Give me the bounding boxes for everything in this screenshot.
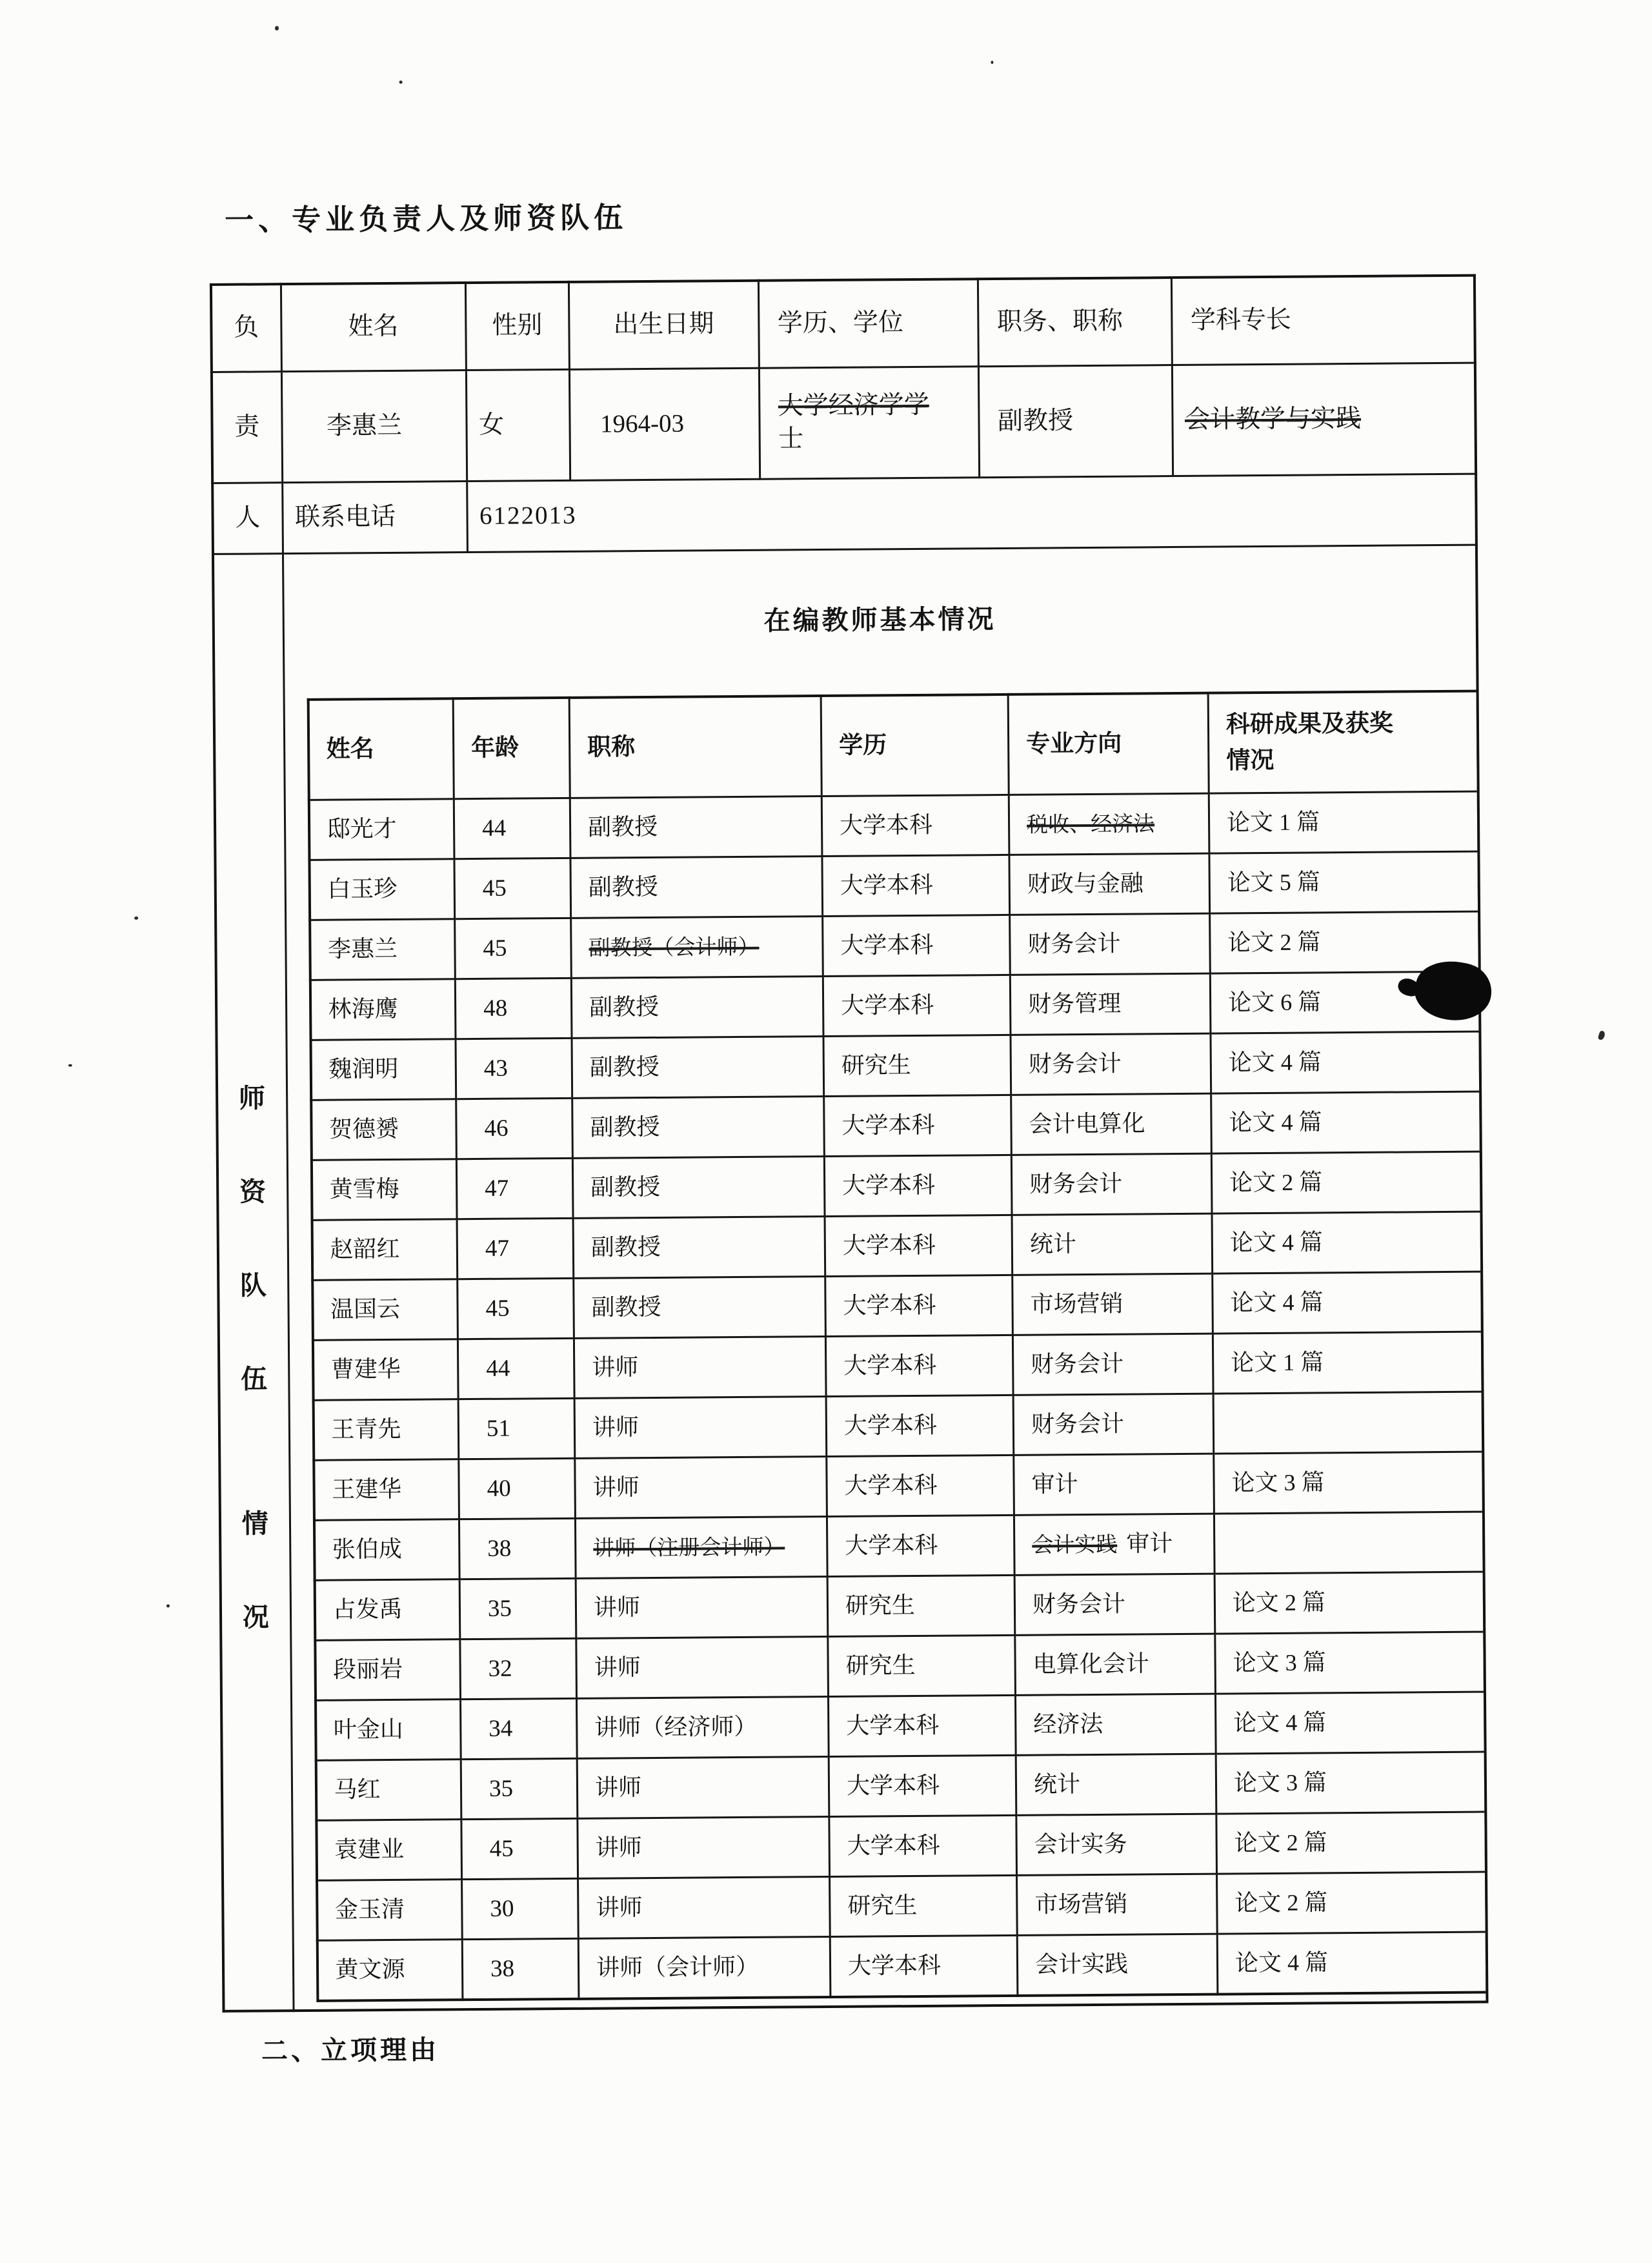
- section-2-title: 二、立项理由: [261, 2035, 440, 2066]
- teacher-age: 47: [457, 1218, 574, 1279]
- side-label-char: 队: [239, 1270, 267, 1301]
- teacher-title: 讲师: [577, 1756, 829, 1818]
- title-struck-text: 讲师（注册会计师）: [593, 1536, 785, 1561]
- teacher-research: 论文 4 篇: [1211, 1091, 1481, 1153]
- table-row: [311, 1152, 1481, 1220]
- header-name: 姓名: [281, 283, 466, 371]
- teacher-direction: 会计电算化: [1011, 1093, 1212, 1155]
- teacher-direction: 统计: [1016, 1754, 1216, 1815]
- teacher-research: 论文 2 篇: [1216, 1812, 1486, 1874]
- teacher-education: 大学本科: [822, 855, 1010, 916]
- teacher-name: 王建华: [314, 1459, 459, 1520]
- teacher-research: 论文 2 篇: [1214, 1572, 1484, 1634]
- teacher-title: 讲师（会计师）: [578, 1936, 831, 1998]
- scan-speck: [134, 917, 138, 920]
- teacher-age: 38: [462, 1938, 579, 2000]
- row-label-char: 责: [212, 371, 282, 483]
- teacher-title: 副教授: [574, 1276, 826, 1338]
- teacher-education: 研究生: [827, 1575, 1015, 1636]
- teacher-direction: 财务会计: [1010, 913, 1211, 975]
- teacher-research: 论文 3 篇: [1216, 1752, 1486, 1814]
- side-label-char: 况: [242, 1602, 269, 1632]
- degree-struck-text: 大学经济学学: [778, 391, 929, 420]
- direction-struck-text: 税收、经济法: [1026, 813, 1155, 837]
- teacher-research: 论文 3 篇: [1214, 1452, 1484, 1514]
- teacher-education: 大学本科: [825, 1335, 1013, 1396]
- side-label-char: 资: [239, 1177, 267, 1207]
- teacher-research: 论文 5 篇: [1209, 851, 1479, 913]
- teacher-research: 论文 1 篇: [1209, 791, 1478, 853]
- teacher-title: 讲师: [576, 1636, 829, 1698]
- row-label-char: 负: [211, 284, 281, 372]
- teacher-age: 46: [456, 1098, 573, 1159]
- teacher-direction: [1009, 793, 1209, 855]
- staff-header-row: [308, 691, 1478, 800]
- teacher-research: 论文 4 篇: [1215, 1692, 1485, 1754]
- table-row: [314, 1572, 1484, 1640]
- teacher-name: 贺德赟: [311, 1099, 457, 1161]
- teacher-education: 大学本科: [825, 1215, 1012, 1276]
- header-gender: 性别: [465, 282, 569, 370]
- table-row: [316, 1812, 1486, 1880]
- staff-section-row: [213, 545, 1487, 2011]
- teacher-age: 47: [456, 1158, 573, 1219]
- teacher-research: 论文 4 篇: [1212, 1212, 1482, 1274]
- teacher-education: 大学本科: [823, 915, 1011, 976]
- teacher-direction: 财务会计: [1014, 1574, 1215, 1635]
- teacher-research: 论文 6 篇: [1210, 971, 1480, 1033]
- scan-speck: [1598, 1030, 1606, 1040]
- leader-specialty: [1172, 363, 1476, 476]
- teacher-direction: 会计实践: [1017, 1934, 1218, 1996]
- staff-header-age: 年龄: [453, 698, 570, 799]
- teacher-education: 大学本科: [821, 795, 1009, 856]
- teacher-title: 副教授: [571, 976, 823, 1038]
- teacher-education: 大学本科: [826, 1395, 1014, 1456]
- teacher-title: 讲师: [578, 1816, 830, 1878]
- leader-name: 李惠兰: [281, 370, 467, 482]
- teacher-direction: 经济法: [1015, 1694, 1216, 1755]
- teacher-research: [1214, 1512, 1484, 1574]
- teacher-education: 大学本科: [829, 1815, 1017, 1876]
- table-row: [310, 911, 1480, 980]
- table-row: [308, 791, 1478, 860]
- teacher-age: 45: [455, 918, 572, 979]
- header-degree: 学历、学位: [758, 279, 978, 367]
- teacher-title: [571, 916, 823, 978]
- teacher-title: 副教授: [572, 1156, 825, 1218]
- teacher-age: 35: [459, 1578, 576, 1639]
- teacher-name: 占发禹: [314, 1579, 460, 1640]
- teacher-name: 魏润明: [310, 1039, 456, 1101]
- table-row: [312, 1272, 1482, 1340]
- teacher-direction: 市场营销: [1017, 1874, 1218, 1935]
- teacher-education: 大学本科: [830, 1935, 1018, 1997]
- table-row: [312, 1212, 1482, 1280]
- teacher-title: 副教授: [570, 856, 823, 918]
- title-struck-text: 副教授（会计师）: [589, 935, 760, 960]
- teacher-education: 大学本科: [827, 1515, 1014, 1576]
- teacher-name: 马红: [316, 1759, 461, 1820]
- teacher-title: 讲师: [576, 1576, 828, 1638]
- direction-struck-text: 会计实践: [1032, 1533, 1118, 1558]
- staff-side-label-stack: [215, 555, 289, 1635]
- teacher-name: 袁建业: [316, 1819, 462, 1880]
- teacher-education: 大学本科: [829, 1755, 1016, 1816]
- staff-table: [307, 689, 1487, 2002]
- table-row: [317, 1932, 1487, 2001]
- table-row: [309, 851, 1479, 920]
- teacher-name: 白玉珍: [309, 859, 455, 920]
- teacher-education: 大学本科: [825, 1275, 1013, 1336]
- teacher-name: 邸光才: [308, 799, 454, 860]
- teacher-research: 论文 4 篇: [1217, 1932, 1487, 1994]
- leader-header-row: [211, 276, 1475, 372]
- scan-speck: [166, 1604, 170, 1607]
- section-1-title: 一、专业负责人及师资队伍: [225, 201, 628, 237]
- teacher-education: 大学本科: [823, 975, 1011, 1036]
- teacher-research: 论文 4 篇: [1213, 1272, 1482, 1334]
- teacher-title: 讲师: [574, 1396, 827, 1458]
- teacher-education: 大学本科: [827, 1455, 1014, 1516]
- table-row: [315, 1632, 1485, 1700]
- leader-data-row: [212, 363, 1476, 483]
- staff-table-title: 在编教师基本情况: [763, 604, 996, 636]
- table-row: [313, 1392, 1483, 1460]
- teacher-direction: 财务会计: [1011, 1153, 1212, 1215]
- degree-rest-text: 士: [778, 425, 804, 453]
- teacher-education: 大学本科: [828, 1695, 1016, 1756]
- teacher-direction: 审计: [1014, 1454, 1214, 1515]
- teacher-research: 论文 3 篇: [1215, 1632, 1485, 1694]
- row-label-char: 人: [212, 482, 283, 554]
- teacher-title: 副教授: [573, 1216, 825, 1278]
- teacher-title: 副教授: [572, 1036, 824, 1098]
- staff-table-body: [308, 791, 1487, 2001]
- teacher-age: 34: [461, 1698, 578, 1759]
- teacher-research: [1213, 1392, 1483, 1454]
- teacher-title: 讲师（经济师）: [576, 1696, 829, 1758]
- teacher-name: 李惠兰: [310, 919, 456, 980]
- teacher-age: 35: [461, 1758, 578, 1819]
- teacher-title: 副教授: [572, 1096, 825, 1158]
- scan-speck: [68, 1064, 72, 1067]
- leader-phone-row: [212, 474, 1476, 554]
- leader-gender: 女: [466, 369, 570, 481]
- teacher-age: 45: [461, 1818, 578, 1879]
- teacher-age: 38: [459, 1518, 576, 1579]
- teacher-title: 讲师: [578, 1876, 831, 1938]
- teacher-age: 43: [456, 1038, 572, 1099]
- teacher-name: 张伯成: [314, 1519, 459, 1580]
- side-label-char: 伍: [240, 1364, 268, 1395]
- phone-value: 6122013: [467, 474, 1476, 552]
- table-row: [310, 1031, 1480, 1100]
- teacher-name: 金玉清: [317, 1879, 463, 1940]
- teacher-direction: 会计实践 审计: [1014, 1514, 1214, 1575]
- scan-speck: [275, 26, 279, 30]
- staff-header-name: 姓名: [308, 698, 454, 800]
- staff-header-direction: 专业方向: [1008, 693, 1209, 795]
- teacher-name: 段丽岩: [315, 1639, 461, 1700]
- teacher-age: 40: [459, 1458, 576, 1519]
- table-row: [312, 1332, 1482, 1400]
- teacher-name: 黄文源: [317, 1939, 463, 2000]
- specialty-struck-text: 会计教学与实践: [1184, 404, 1362, 434]
- teacher-research: 论文 4 篇: [1211, 1031, 1480, 1093]
- teacher-title: 讲师: [575, 1456, 827, 1518]
- leader-position: 副教授: [978, 365, 1173, 477]
- teacher-direction: 市场营销: [1012, 1274, 1213, 1335]
- leader-birthdate: 1964-03: [569, 368, 760, 480]
- teacher-education: 研究生: [830, 1875, 1018, 1936]
- staff-content-cell: [283, 545, 1487, 2011]
- leader-degree: [759, 366, 979, 478]
- table-row: [316, 1692, 1486, 1760]
- phone-label: 联系电话: [282, 481, 467, 553]
- teacher-direction: 统计: [1012, 1213, 1213, 1275]
- teacher-direction: 财政与金融: [1009, 853, 1210, 915]
- teacher-age: 30: [462, 1878, 579, 1939]
- leader-info-table: [210, 274, 1489, 2013]
- teacher-age: 44: [454, 798, 570, 858]
- teacher-name: 赵韶红: [312, 1219, 458, 1281]
- staff-header-edu: 学历: [821, 695, 1009, 797]
- header-position: 职务、职称: [978, 278, 1172, 366]
- table-row: [314, 1452, 1484, 1520]
- teacher-education: 大学本科: [824, 1155, 1012, 1216]
- side-label-char: 师: [238, 1082, 266, 1113]
- teacher-age: 45: [454, 858, 571, 918]
- teacher-education: 研究生: [828, 1635, 1016, 1696]
- teacher-age: 51: [458, 1398, 575, 1459]
- scan-speck: [399, 81, 403, 84]
- header-birthdate: 出生日期: [569, 281, 759, 369]
- teacher-research: 论文 2 篇: [1210, 911, 1480, 973]
- teacher-direction: 财务管理: [1010, 973, 1211, 1035]
- teacher-research: 论文 1 篇: [1213, 1332, 1482, 1394]
- teacher-direction: 会计实务: [1016, 1814, 1217, 1875]
- research-header-line1: 科研成果及获奖: [1225, 710, 1394, 738]
- teacher-age: 48: [455, 978, 572, 1039]
- research-header-line2: 情况: [1226, 747, 1274, 775]
- teacher-research: 论文 2 篇: [1211, 1152, 1481, 1213]
- table-row: [314, 1512, 1484, 1580]
- staff-header-title: 职称: [569, 696, 821, 798]
- teacher-title: 讲师: [574, 1336, 826, 1398]
- table-row: [317, 1872, 1487, 1940]
- table-row: [316, 1752, 1486, 1820]
- scan-speck: [991, 61, 993, 64]
- teacher-title: 副教授: [570, 796, 822, 858]
- teacher-direction: 财务会计: [1012, 1334, 1213, 1395]
- teacher-direction: 财务会计: [1011, 1033, 1211, 1095]
- teacher-age: 32: [460, 1638, 577, 1699]
- teacher-direction: 电算化会计: [1015, 1634, 1216, 1695]
- teacher-age: 44: [458, 1338, 574, 1399]
- staff-side-label: [213, 553, 294, 2011]
- header-specialty: 学科专长: [1171, 276, 1475, 365]
- side-label-char: 情: [241, 1508, 268, 1539]
- teacher-direction: 财务会计: [1013, 1394, 1214, 1455]
- teacher-name: 林海鹰: [310, 979, 456, 1040]
- table-row: [311, 1091, 1481, 1160]
- teacher-name: 曹建华: [312, 1339, 458, 1400]
- teacher-name: 黄雪梅: [311, 1159, 457, 1221]
- teacher-name: 叶金山: [316, 1699, 461, 1760]
- teacher-age: 45: [458, 1278, 574, 1339]
- staff-header-research: [1208, 691, 1478, 793]
- teacher-name: 王青先: [313, 1399, 459, 1460]
- teacher-title: [575, 1516, 827, 1578]
- teacher-education: 大学本科: [824, 1095, 1012, 1156]
- teacher-education: 研究生: [823, 1035, 1011, 1096]
- teacher-research: 论文 2 篇: [1217, 1872, 1487, 1934]
- teacher-name: 温国云: [312, 1279, 458, 1341]
- table-row: [310, 971, 1480, 1040]
